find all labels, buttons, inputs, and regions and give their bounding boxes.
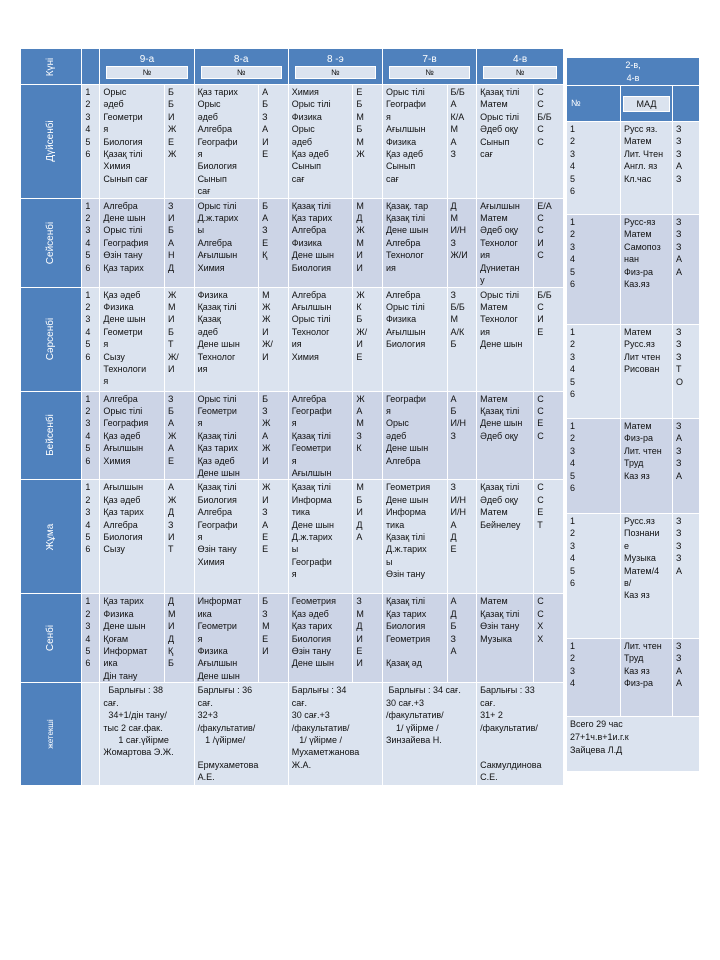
class-name: 4-в	[512, 53, 528, 65]
subjects-4v: Ағылшын Матем Әдеб оқу Технолог ия Дүниетан у	[477, 198, 534, 287]
side-day-row	[567, 419, 700, 514]
subjects-8e: Қазақ тілі Информа тика Дене шын Д.ж.тарих ы Географи я	[288, 480, 353, 594]
rooms-9a: Ж М И Б Т Ж/ И	[164, 287, 194, 391]
class-name: 8-а	[233, 53, 249, 65]
lesson-numbers: 1 2 3 4 5 6	[82, 287, 100, 391]
rooms-7v: Д М И/Н З Ж/И	[447, 198, 477, 287]
subjects-4v: Матем Қазақ тілі Өзін тану Музыка	[477, 594, 534, 683]
rooms-8e: З М Д И Е И	[353, 594, 383, 683]
day-name: Сейсенбі	[44, 221, 56, 264]
day-name: Сенбі	[44, 625, 56, 652]
day-label-cell	[21, 85, 82, 199]
subjects-4v: Матем Қазақ тілі Дене шын Әдеб оқу	[477, 391, 534, 480]
rooms-9a: А Ж Д З И Т	[164, 480, 194, 594]
rooms-7v: Б/Б А К/А М А З	[447, 85, 477, 199]
subjects-9a: Ағылшын Қаз әдеб Қаз тарих Алгебра Биология Сызу	[100, 480, 165, 594]
side-subject-header	[621, 86, 673, 122]
side-lesson-numbers: 1 2 3 4	[567, 639, 621, 717]
subjects-8e: Алгебра Географи я Қазақ тілі Геометри я Ағылшын	[288, 391, 353, 480]
side-day-row	[567, 639, 700, 717]
lesson-number-header: №	[389, 66, 470, 79]
side-rooms: З З З А А	[673, 215, 700, 325]
side-subjects: Русс.яз Познани е Музыка Матем/4 в/ Каз яз	[621, 514, 673, 639]
side-lesson-numbers: 1 2 3 4 5 6	[567, 514, 621, 639]
subjects-8a: Қазақ тілі Биология Алгебра Географи я Өзін тану Химия	[194, 480, 259, 594]
rooms-7v: А Д Б З А	[447, 594, 477, 683]
subjects-8a: Информат ика Геометри я Физика Ағылшын Дене шын	[194, 594, 259, 683]
rooms-7v: З И/Н И/Н А Д Е	[447, 480, 477, 594]
subjects-8e: Геометрия Қаз әдеб Қаз тарих Биология Өзін тану Дене шын	[288, 594, 353, 683]
class-header-4v	[477, 49, 564, 85]
subjects-8a: Орыс тілі Геометри я Қазақ тілі Қаз тарих Қаз әдеб Дене шын	[194, 391, 259, 480]
day-name: Жұма	[44, 523, 56, 551]
lesson-number-header: №	[106, 66, 187, 79]
teacher-label: жетекші	[45, 719, 55, 749]
rooms-9a: Б Б И Ж Е Ж	[164, 85, 194, 199]
rooms-7v: З Б/Б М А/К Б	[447, 287, 477, 391]
subjects-8e: Алгебра Ағылшын Орыс тілі Технолог ия Химия	[288, 287, 353, 391]
subjects-8e: Химия Орыс тілі Физика Орыс әдеб Қаз әдеб Сынып сағ	[288, 85, 353, 199]
totals-8e: Барлығы : 34 сағ. 30 сағ.+3 /факультатив/ 1/ үйірме / Мухаметжанова Ж.А.	[288, 683, 382, 785]
day-row	[21, 391, 564, 480]
subjects-7v: Географи я Орыс әдеб Дене шын Алгебра	[382, 391, 447, 480]
totals-7v: Барлығы : 34 сағ. 30 сағ.+3 /факультатив/ 1/ үйірме / Зинзайева Н.	[382, 683, 476, 785]
day-name: Дүйсенбі	[44, 120, 56, 163]
totals-8a: Барлығы : 36 сағ. 32+3 /факультатив/ 1 /үйірме/ Ермухаметова А.Е.	[194, 683, 288, 785]
rooms-8a: Б З Ж А Ж И	[259, 391, 289, 480]
side-total: Всего 29 час 27+1ч.в+1и.г.к Зайцева Л.Д	[567, 717, 700, 772]
side-subjects: Лит. чтен Труд Каз яз Физ-ра	[621, 639, 673, 717]
side-rooms: З З З З А	[673, 514, 700, 639]
side-day-row	[567, 122, 700, 215]
subjects-9a: Қаз әдеб Физика Дене шын Геометри я Сызу Технологи я	[100, 287, 165, 391]
day-row	[21, 287, 564, 391]
class-header-7v	[382, 49, 476, 85]
subjects-4v: Қазақ тілі Әдеб оқу Матем Бейнелеу	[477, 480, 534, 594]
primary-schedule-table	[566, 57, 700, 772]
side-rooms: З З З Т О	[673, 325, 700, 419]
side-subjects: Русс яз. Матем Лит. Чтен Англ. яз Кл.час	[621, 122, 673, 215]
totals-spacer	[82, 683, 100, 785]
subjects-7v: Қазақ. тар Қазақ тілі Дене шын Алгебра Технолог ия	[382, 198, 447, 287]
rooms-9a: З Б А Ж А Е	[164, 391, 194, 480]
day-row	[21, 594, 564, 683]
rooms-8e: Ж К Б Ж/ И Е	[353, 287, 383, 391]
class-name: 8 -э	[326, 53, 344, 65]
lesson-numbers: 1 2 3 4 5 6	[82, 480, 100, 594]
lesson-number-header: №	[201, 66, 282, 79]
day-header-label: Күні	[44, 57, 56, 76]
day-label-cell	[21, 198, 82, 287]
subjects-8e: Қазақ тілі Қаз тарих Алгебра Физика Дене шын Биология	[288, 198, 353, 287]
rooms-8a: Ж И З А Е Е	[259, 480, 289, 594]
lesson-numbers: 1 2 3 4 5 6	[82, 594, 100, 683]
rooms-4v: Б/Б С И Е	[534, 287, 564, 391]
lesson-numbers: 1 2 3 4 5 6	[82, 391, 100, 480]
class-header-8e	[288, 49, 382, 85]
subjects-9a: Алгебра Орыс тілі География Қаз әдеб Ағылшын Химия	[100, 391, 165, 480]
side-subjects: Русс-яз Матем Самопоз нан Физ-ра Каз.яз	[621, 215, 673, 325]
rooms-8a: Б З М Е И	[259, 594, 289, 683]
rooms-9a: Д М И Д Қ Б	[164, 594, 194, 683]
rooms-7v: А Б И/Н З	[447, 391, 477, 480]
side-day-row	[567, 514, 700, 639]
side-lesson-numbers: 1 2 3 4 5 6	[567, 325, 621, 419]
rooms-8e: М Б И Д А	[353, 480, 383, 594]
day-row	[21, 480, 564, 594]
totals-9a: Барлығы : 38 сағ. 34+1/дін тану/ тыс 2 сағ.фак. 1 сағ.үйірме Жомартова Э.Ж.	[100, 683, 194, 785]
day-column-header	[21, 49, 82, 85]
teacher-label-cell	[21, 683, 82, 785]
day-row	[21, 85, 564, 199]
rooms-8e: М Д Ж М И И	[353, 198, 383, 287]
class-header-9a	[100, 49, 194, 85]
totals-4v: Барлығы : 33 сағ. 31+ 2 /факультатив/ Сакмулдинова С.Е.	[477, 683, 564, 785]
lesson-number-header: №	[483, 66, 557, 79]
lesson-numbers: 1 2 3 4 5 6	[82, 85, 100, 199]
subjects-8a: Қаз тарих Орыс әдеб Алгебра Географи я Биология Сынып сағ	[194, 85, 259, 199]
subjects-8a: Физика Қазақ тілі Қазақ әдеб Дене шын Технолог ия	[194, 287, 259, 391]
day-label-cell	[21, 391, 82, 480]
subjects-9a: Алгебра Дене шын Орыс тілі География Өзін тану Қаз тарих	[100, 198, 165, 287]
class-name: 9-а	[139, 53, 155, 65]
subjects-7v: Қазақ тілі Қаз тарих Биология Геометрия Қазақ әд	[382, 594, 447, 683]
main-schedule-table	[20, 48, 564, 786]
subjects-7v: Алгебра Орыс тілі Физика Ағылшын Биология	[382, 287, 447, 391]
rooms-8a: Б А З Е Қ	[259, 198, 289, 287]
side-room-header	[673, 86, 700, 122]
side-day-row	[567, 325, 700, 419]
side-day-row	[567, 215, 700, 325]
side-subjects: Матем Физ-ра Лит. чтен Труд Каз яз	[621, 419, 673, 514]
day-name: Бейсенбі	[44, 414, 56, 457]
rooms-8a: М Ж Ж И Ж/ И	[259, 287, 289, 391]
day-label-cell	[21, 287, 82, 391]
subjects-8a: Орыс тілі Д.ж.тарих ы Алгебра Ағылшын Химия	[194, 198, 259, 287]
rooms-8a: А Б З А И Е	[259, 85, 289, 199]
class-header-8a	[194, 49, 288, 85]
subjects-9a: Орыс әдеб Геометри я Биология Қазақ тілі Химия Сынып сағ	[100, 85, 165, 199]
rooms-4v: С С Е Т	[534, 480, 564, 594]
day-row	[21, 198, 564, 287]
side-class-header: 2-в, 4-в	[567, 58, 700, 86]
side-lesson-numbers: 1 2 3 4 5 6	[567, 419, 621, 514]
rooms-8e: Е Б М Б М Ж	[353, 85, 383, 199]
rooms-8e: Ж А М З К	[353, 391, 383, 480]
subjects-4v: Орыс тілі Матем Технолог ия Дене шын	[477, 287, 534, 391]
subjects-7v: Геометрия Дене шын Информа тика Қазақ тілі Д.ж.тарих ы Өзін тану	[382, 480, 447, 594]
side-subject-label: МАД	[623, 96, 670, 112]
side-rooms: З З З А З	[673, 122, 700, 215]
rooms-4v: Е/А С С И С	[534, 198, 564, 287]
side-number-header: №	[567, 86, 621, 122]
day-name: Сәрсенбі	[44, 317, 56, 361]
side-lesson-numbers: 1 2 3 4 5 6	[567, 122, 621, 215]
rooms-4v: С С Б/Б С С	[534, 85, 564, 199]
side-rooms: З З А А	[673, 639, 700, 717]
subjects-4v: Қазақ тілі Матем Орыс тілі Әдеб оқу Сынып сағ	[477, 85, 534, 199]
subjects-7v: Орыс тілі Географи я Ағылшын Физика Қаз әдеб Сынып сағ	[382, 85, 447, 199]
side-rooms: З А З З А	[673, 419, 700, 514]
subjects-9a: Қаз тарих Физика Дене шын Қоғам Информат ика Дін тану	[100, 594, 165, 683]
class-name: 7-в	[422, 53, 437, 65]
side-subjects: Матем Русс.яз Лит чтен Рисован	[621, 325, 673, 419]
lesson-number-header: №	[295, 66, 376, 79]
side-lesson-numbers: 1 2 3 4 5 6	[567, 215, 621, 325]
rooms-9a: З И Б А Н Д	[164, 198, 194, 287]
day-label-cell	[21, 594, 82, 683]
lesson-numbers: 1 2 3 4 5 6	[82, 198, 100, 287]
header-spacer	[82, 49, 100, 85]
rooms-4v: С С Х Х	[534, 594, 564, 683]
rooms-4v: С С Е С	[534, 391, 564, 480]
day-label-cell	[21, 480, 82, 594]
